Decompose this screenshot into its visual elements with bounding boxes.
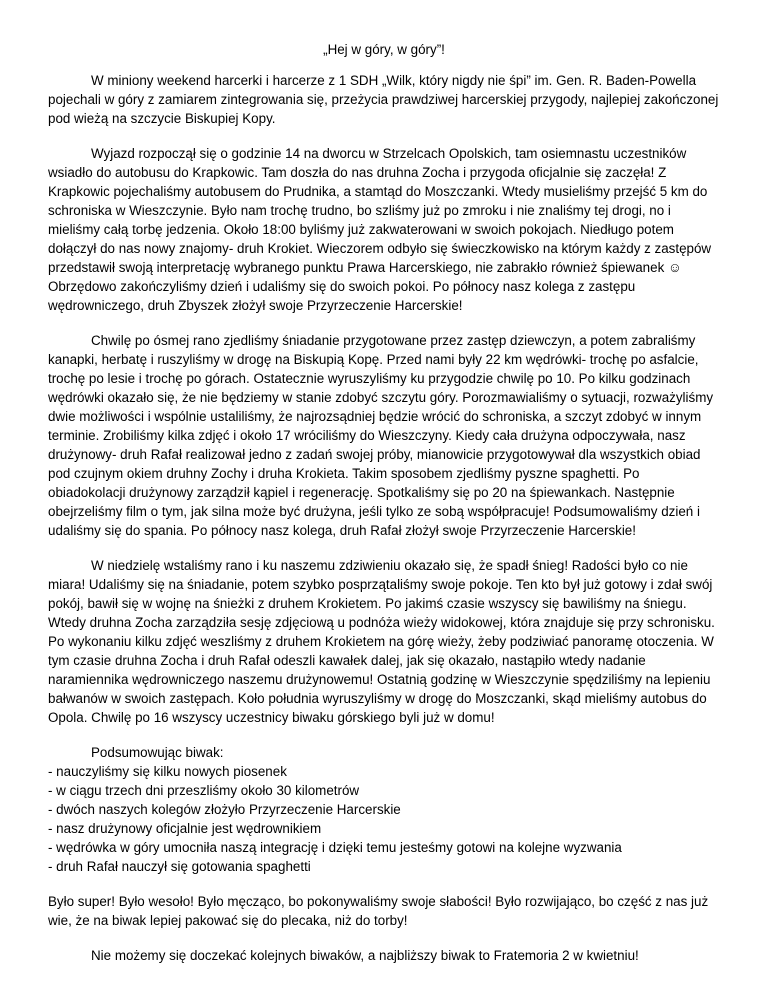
summary-item: - nasz drużynowy oficjalnie jest wędrownikiem [48,821,322,836]
paragraph-sunday: W niedzielę wstaliśmy rano i ku naszemu zdziwieniu okazało się, że spadł śnieg! Radości było co nie miara! Udaliśmy się na śniadanie, potem szybko posprzątaliśmy swoje pokoje. Ten kto był już gotowy i zdał swój pokój, bawił się w wojnę na śnieżki z druhem Krokietem. Po jakimś czasie wszyscy się bawiliśmy na śniegu. Wtedy druhna Zocha zarządziła sesję zdjęciową u podnóża wieży widokowej, która znajduje się przy schronisku. Po wykonaniu kilku zdjęć weszliśmy z druhem Krokietem na górę wieży, żeby podziwiać panoramę otoczenia. W tym czasie druhna Zocha i druh Rafał odeszli kawałek dalej, jak się okazało, nastąpiło wtedy nadanie naramiennika wędrowniczego naszemu drużynowemu! Ostatnią godzinę w Wieszczynie spędziliśmy na lepieniu bałwanów w swoich zastępach. Koło południa wyruszyliśmy w drogę do Moszczanki, skąd mieliśmy autobus do Opola. Chwilę po 16 wszyscy uczestnicy biwaku górskiego byli już w domu! [48,558,715,725]
summary-heading: Podsumowując biwak: [91,745,224,760]
closing-paragraph: Było super! Było wesoło! Było męcząco, bo pokonywaliśmy swoje słabości! Było rozwijająco, bo część z nas już wie, że na biwak lepiej pakować się do plecaka, niż do torby! [48,894,709,928]
summary-item: - wędrówka w góry umocniła naszą integrację i dzięki temu jesteśmy gotowi na kolejne wyzwania [48,840,622,855]
summary-item: - dwóch naszych kolegów złożyło Przyrzeczenie Harcerskie [48,802,401,817]
summary-item: - druh Rafał nauczył się gotowania spaghetti [48,859,311,874]
document-page [48,40,720,981]
summary-item: - w ciągu trzech dni przeszliśmy około 30 kilometrów [48,783,360,798]
document-title: „Hej w góry, w góry”! [323,42,445,57]
summary-list [48,762,720,876]
summary-item: - nauczyliśmy się kilku nowych piosenek [48,764,287,779]
final-line: Nie możemy się doczekać kolejnych biwaków, a najbliższy biwak to Fratemoria 2 w kwietniu! [91,948,639,963]
paragraph-intro: W miniony weekend harcerki i harcerze z 1 SDH „Wilk, który nigdy nie śpi” im. Gen. R. Baden-Powella pojechali w góry z zamiarem zintegrowania się, przeżycia prawdziwej harcerskiej przygody, najlepiej zakończonej pod wieżą na szczycie Biskupiej Kopy. [48,73,719,126]
paragraph-friday: Wyjazd rozpoczął się o godzinie 14 na dworcu w Strzelcach Opolskich, tam osiemnastu uczestników wsiadło do autobusu do Krapkowic. Tam doszła do nas druhna Zocha i przygoda oficjalnie się zaczęła! Z Krapkowic pojechaliśmy autobusem do Prudnika, a stamtąd do Moszczanki. Wtedy musieliśmy przejść 5 km do schroniska w Wieszczynie. Było nam trochę trudno, bo szliśmy już po zmroku i nie znaliśmy tej drogi, no i mieliśmy całą torbę jedzenia. Około 18:00 byliśmy już zakwaterowani w swoich pokojach. Niedługo potem dołączył do nas nowy znajomy- druh Krokiet. Wieczorem odbyło się świeczkowisko na którym każdy z zastępów przedstawił swoją interpretację wybranego punktu Prawa Harcerskiego, nie zabrakło również śpiewanek ☺ Obrzędowo zakończyliśmy dzień i udaliśmy się do swoich pokoi. Po północy nasz kolega z zastępu wędrowniczego, druh Zbyszek złożył swoje Przyrzeczenie Harcerskie! [48,146,712,313]
paragraph-saturday: Chwilę po ósmej rano zjedliśmy śniadanie przygotowane przez zastęp dziewczyn, a potem zabraliśmy kanapki, herbatę i ruszyliśmy w drogę na Biskupią Kopę. Przed nami były 22 km wędrówki- trochę po asfalcie, trochę po lesie i trochę po górach. Ostatecznie wyruszyliśmy ku przygodzie chwilę po 10. Po kilku godzinach wędrówki okazało się, że nie będziemy w stanie zdobyć szczytu góry. Porozmawialiśmy o sytuacji, rozważyliśmy dwie możliwości i wspólnie ustaliliśmy, że najrozsądniej będzie wrócić do schroniska, a szczyt zdobyć w innym terminie. Zrobiliśmy kilka zdjęć i około 17 wróciliśmy do Wieszczyny. Kiedy cała drużyna odpoczywała, nasz drużynowy- druh Rafał realizował jedno z zadań swojej próby, mianowicie przygotowywał dla wszystkich obiad pod czujnym okiem druhny Zochy i druha Krokieta. Takim sposobem zjedliśmy pyszne spaghetti. Po obiadokolacji drużynowy zarządził kąpiel i regenerację. Spotkaliśmy się po 20 na śpiewankach. Następnie obejrzeliśmy film o tym, jak silna może być drużyna, jeśli tylko ze sobą współpracuje! Podsumowaliśmy dzień i udaliśmy się do spania. Po północy nasz kolega, druh Rafał złożył swoje Przyrzeczenie Harcerskie! [48,333,714,538]
